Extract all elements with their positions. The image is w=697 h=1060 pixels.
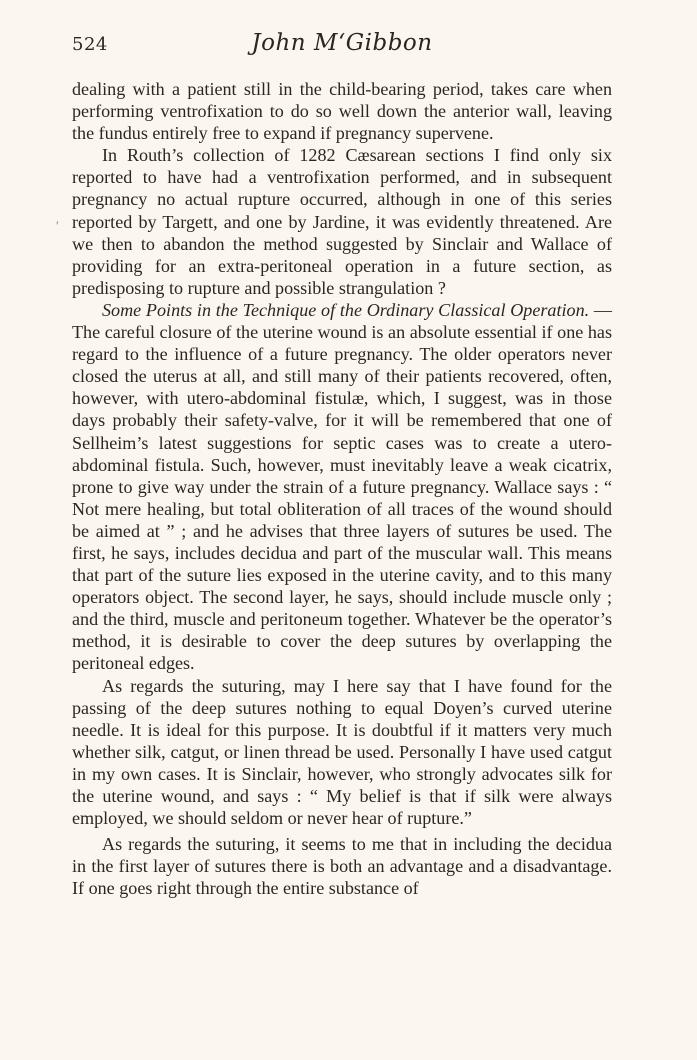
paragraph-2: In Routh’s collection of 1282 Cæsarean sections I find only six reported to have had a ventrofixation performed, and in subsequent pregnancy no actual rupture occurred, although in one of this series reported by Targett, and one by Jardine, it was evidently threatened. Are we then to abandon the method suggested by Sinclair and Wallace of providing for an extra-peritoneal operation in a future section, as predisposing to rupture and possible strangulation ?	[72, 145, 612, 298]
running-head: John M‘Gibbon	[251, 30, 433, 56]
margin-mark: ʹ	[56, 218, 59, 233]
paragraph-4: As regards the suturing, may I here say that I have found for the passing of the deep sutures nothing to equal Doyen’s curved uterine needle. It is ideal for this purpose. It is doubtful if it matters very much whether silk, catgut, or linen thread be used. Personally I have used catgut in my own cases. It is Sinclair, however, who strongly advocates silk for the uterine wound, and says : “ My belief is that if silk were always employed, we should seldom or never hear of rupture.”	[72, 675, 612, 829]
paragraph-3-text: —The careful closure of the uterine wound is an absolute essential if one has regard to the influence of a future pregnancy. The older operators never closed the uterus at all, and still many of their patients recovered, often, however, with utero-abdominal fistulæ, which, I suggest, was in those days probably their safety-valve, for it will be remembered that one of Sellheim’s latest suggestions for septic cases was to create a utero-abdominal fistula. Such, however, must inevitably leave a weak cicatrix, prone to give way under the strain of a future pregnancy. Wallace says : “ Not mere healing, but total obliteration of all traces of the wound should be aimed at ” ; and he advises that three layers of sutures be used. The first, he says, includes decidua and part of the muscular wall. This means that part of the suture lies exposed in the uterine cavity, and to this many operators object. The second layer, he says, should include muscle only ; and the third, muscle and peritoneum together. Whatever be the operator’s method, it is desirable to cover the deep sutures by overlapping the peritoneal edges.	[72, 299, 612, 674]
paragraph-1: dealing with a patient still in the child-bearing period, takes care when performing ventrofixation to do so well down the anterior wall, leaving the fundus entirely free to expand if pregnancy supervene.	[72, 79, 612, 144]
page-number: 524	[72, 34, 108, 55]
page-header	[72, 30, 612, 64]
section-heading: Some Points in the Technique of the Ordinary Classical Operation.	[102, 299, 590, 320]
paragraph-5: As regards the suturing, it seems to me that in including the decidua in the first layer of sutures there is both an advantage and a disadvantage. If one goes right through the entire substance of	[72, 834, 612, 899]
body-text	[72, 78, 612, 899]
paragraph-3	[72, 299, 612, 675]
